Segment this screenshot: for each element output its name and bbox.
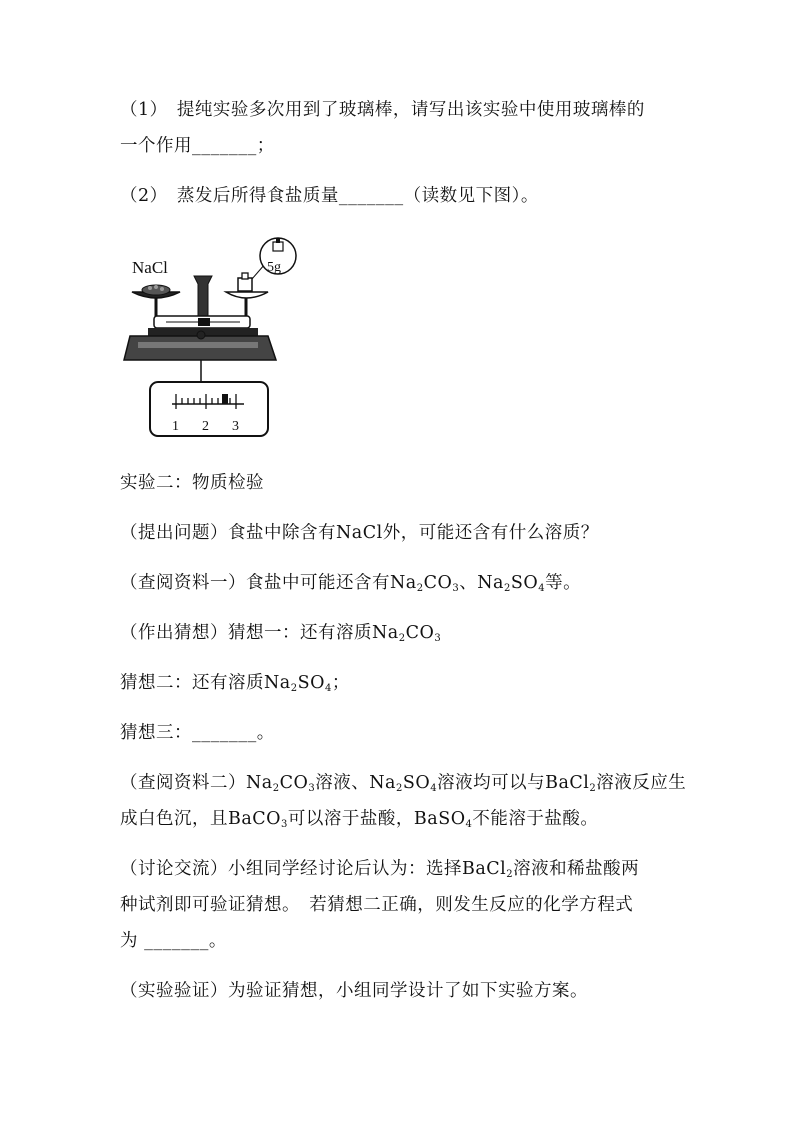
reference-2-line-2: 成白色沉，且BaCO$_3$可以溶于盐酸，BaSO$_4$不能溶于盐酸。 <box>120 809 599 830</box>
experiment-2-title: 实验二：物质检验 <box>120 473 264 493</box>
balance-scale-illustration <box>118 232 318 442</box>
question-2-line-1: （2） 蒸发后所得食盐质量_______（读数见下图）。 <box>120 186 539 206</box>
question-1-line-1: （1） 提纯实验多次用到了玻璃棒，请写出该实验中使用玻璃棒的 <box>120 100 645 120</box>
scale-label-1: 1 <box>172 419 179 434</box>
nacl-label: NaCl <box>132 258 168 277</box>
scale-label-3: 3 <box>232 419 239 434</box>
rider-scale-box <box>150 382 268 436</box>
discussion-line-3: 为 _______。 <box>120 931 227 951</box>
verification: （实验验证）为验证猜想，小组同学设计了如下实验方案。 <box>120 981 588 1001</box>
question-1-line-2: 一个作用_______； <box>120 136 275 156</box>
balance-scale-figure <box>118 232 318 442</box>
reference-2-line-1: （查阅资料二）$Na_2CO_3$溶液、$Na_2SO_4$溶液均可以与BaCl$_2$溶液反应生 <box>120 773 687 794</box>
reference-1: （查阅资料一）食盐中可能还含有$Na_2CO_3$、$Na_2SO_4$等。 <box>120 573 582 594</box>
weight-block <box>238 278 252 291</box>
hypothesis-3: 猜想三：_______。 <box>120 723 275 743</box>
hypothesis-1: （作出猜想）猜想一：还有溶质$Na_2CO_3$ <box>120 623 442 644</box>
hypothesis-2: 猜想二：还有溶质$Na_2SO_4$； <box>120 673 350 694</box>
rider-marker <box>222 394 228 404</box>
discussion-line-1: （讨论交流）小组同学经讨论后认为：选择BaCl$_2$溶液和稀盐酸两 <box>120 859 640 880</box>
question-posed: （提出问题）食盐中除含有NaCl外，可能还含有什么溶质？ <box>120 523 599 543</box>
scale-label-2: 2 <box>202 419 209 434</box>
weight-label: 5g <box>267 260 281 275</box>
discussion-line-2: 种试剂即可验证猜想。 若猜想二正确，则发生反应的化学方程式 <box>120 895 634 915</box>
